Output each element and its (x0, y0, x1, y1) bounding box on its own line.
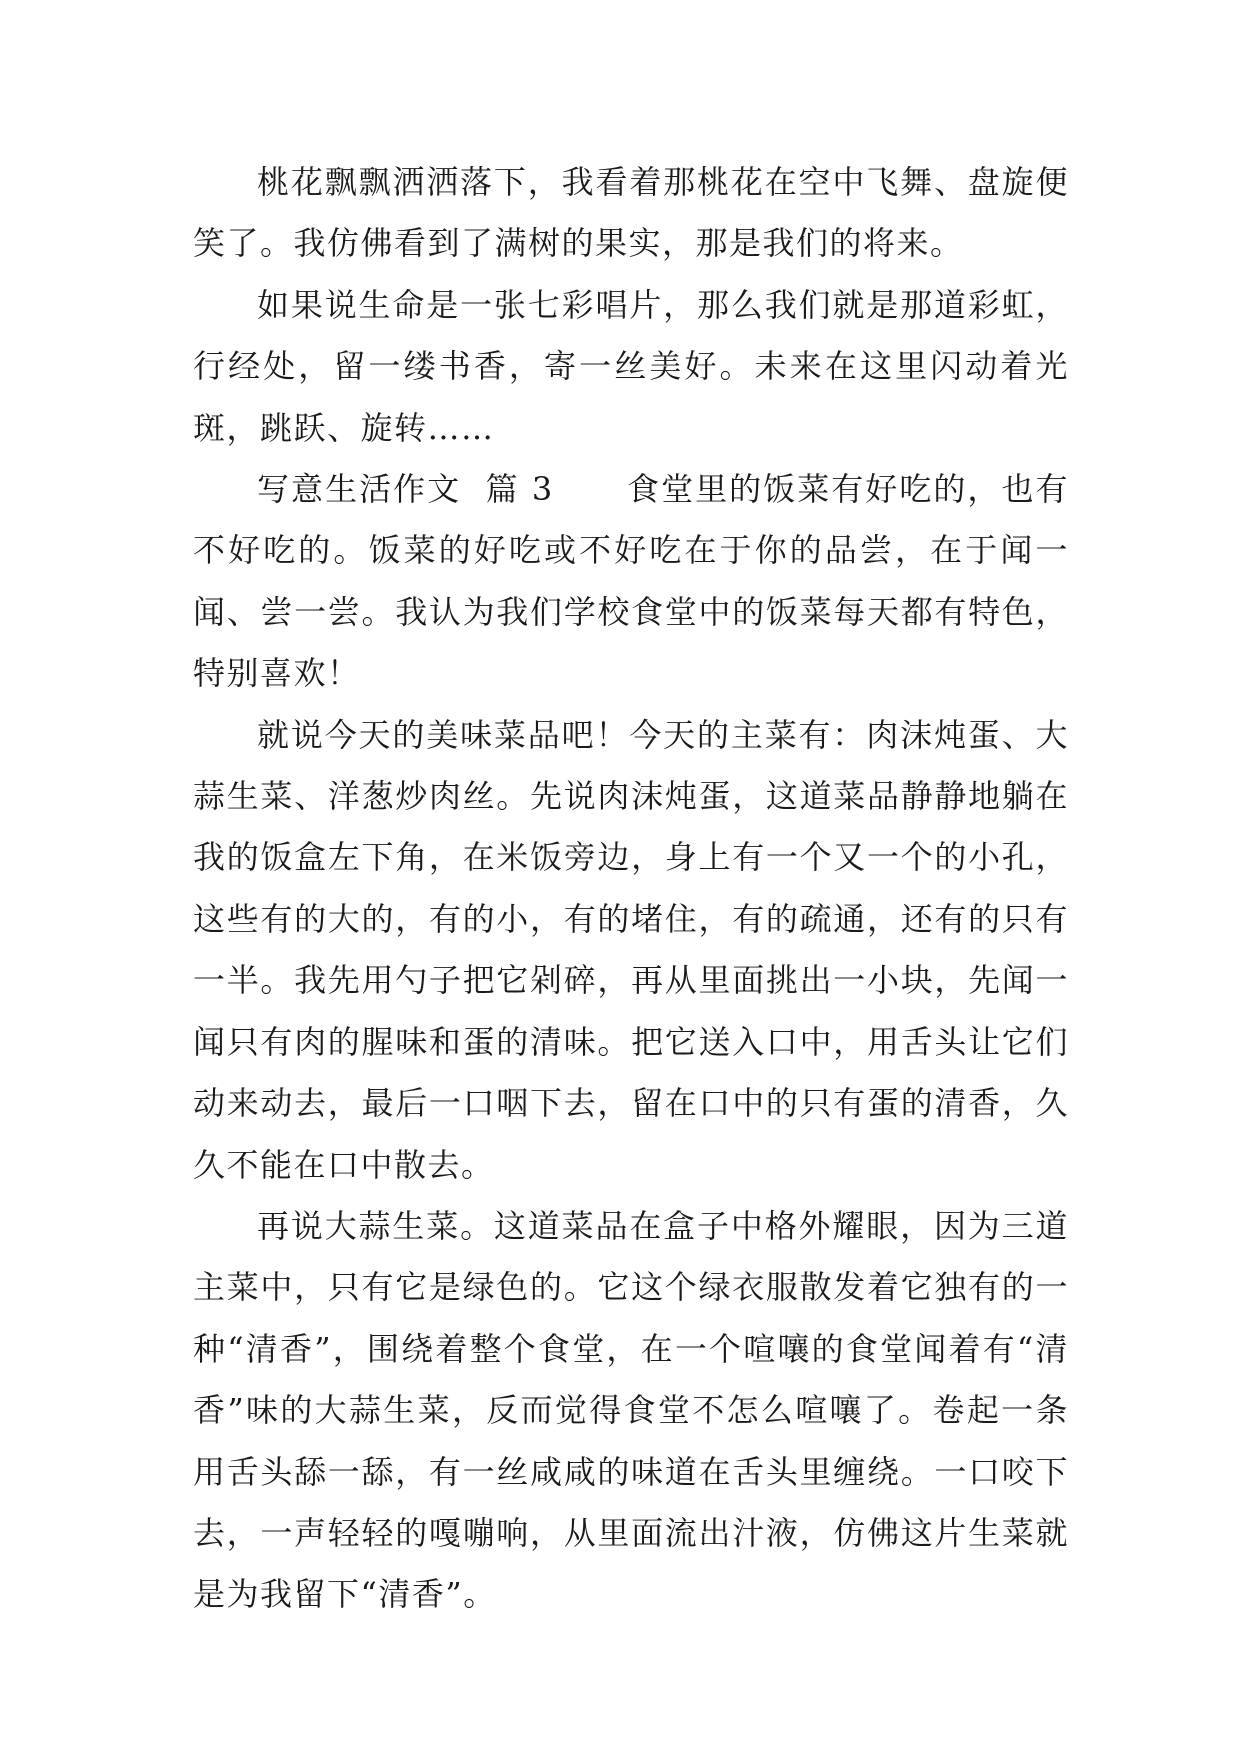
paragraph-peach-blossom: 桃花飘飘洒洒落下，我看着那桃花在空中飞舞、盘旋便笑了。我仿佛看到了满树的果实，那是我们的将来。 (193, 163, 1069, 263)
article-body (193, 152, 1069, 1626)
section-heading-paragraph (193, 459, 1069, 705)
section-heading: 写意生活作文 篇 3 (257, 470, 554, 509)
section-intro-text: 食堂里的饭菜有好吃的，也有不好吃的。饭菜的好吃或不好吃在于你的品尝，在于闻一闻、尝一尝。我认为我们学校食堂中的饭菜每天都有特色，特别喜欢！ (193, 470, 1069, 693)
paragraph-life-record: 如果说生命是一张七彩唱片，那么我们就是那道彩虹，行经处，留一缕书香，寄一丝美好。未来在这里闪动着光斑，跳跃、旋转…… (193, 285, 1069, 447)
paragraph-steamed-egg: 就说今天的美味菜品吧！今天的主菜有：肉沫炖蛋、大蒜生菜、洋葱炒肉丝。先说肉沫炖蛋，这道菜品静静地躺在我的饭盒左下角，在米饭旁边，身上有一个又一个的小孔，这些有的大的，有的小，有的堵住，有的疏通，还有的只有一半。我先用勺子把它剁碎，再从里面挑出一小块，先闻一闻只有肉的腥味和蛋的清味。把它送入口中，用舌头让它们动来动去，最后一口咽下去，留在口中的只有蛋的清香，久久不能在口中散去。 (193, 715, 1069, 1184)
paragraph-garlic-lettuce: 再说大蒜生菜。这道菜品在盒子中格外耀眼，因为三道主菜中，只有它是绿色的。它这个绿衣服散发着它独有的一种“清香”，围绕着整个食堂，在一个喧嚷的食堂闻着有“清香”味的大蒜生菜，反而觉得食堂不怎么喧嚷了。卷起一条用舌头舔一舔，有一丝咸咸的味道在舌头里缠绕。一口咬下去，一声轻轻的嘎嘣响，从里面流出汁液，仿佛这片生菜就是为我留下“清香”。 (193, 1206, 1069, 1614)
